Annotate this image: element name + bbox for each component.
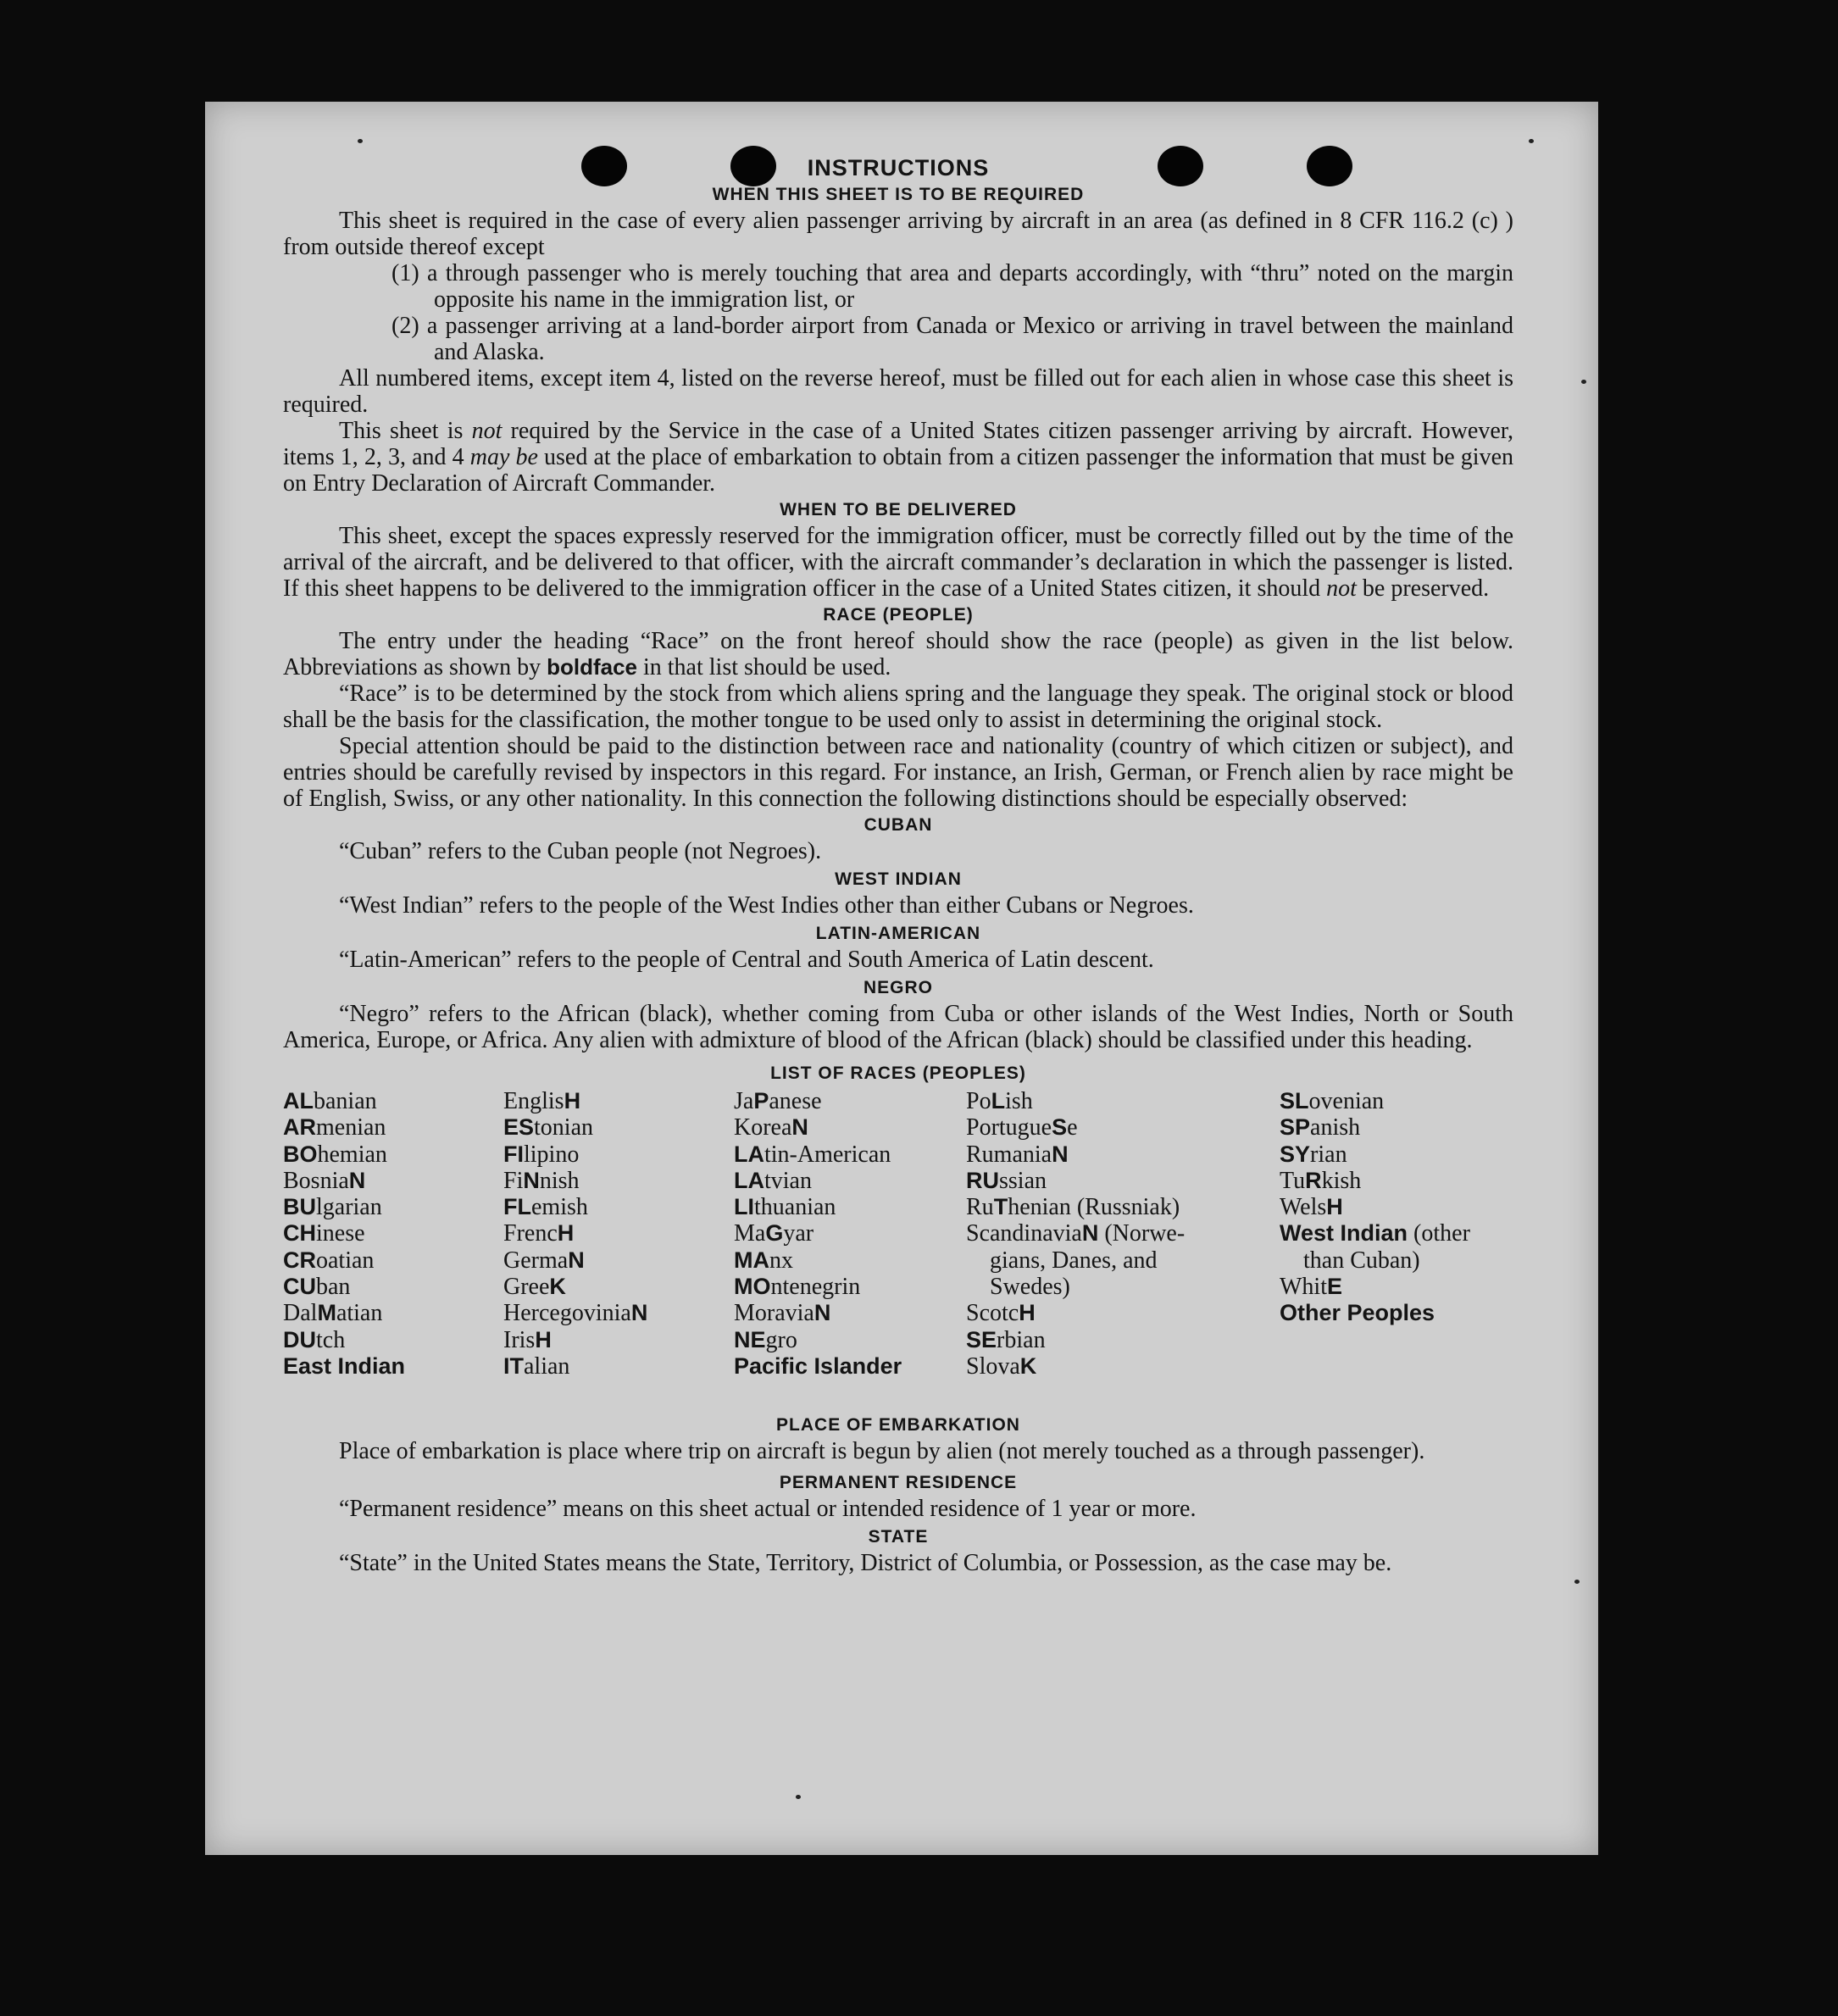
race-entry: MoraviaN bbox=[734, 1300, 831, 1327]
races-column bbox=[1280, 1088, 1513, 1327]
race-entry: MOntenegrin bbox=[734, 1274, 861, 1301]
race-entry: Pacific Islander bbox=[734, 1352, 902, 1379]
heading-when-required: WHEN THIS SHEET IS TO BE REQUIRED bbox=[712, 185, 1085, 204]
dust-speck bbox=[1529, 139, 1534, 143]
race-entry: ScotcH bbox=[966, 1300, 1036, 1327]
race-entry: EStonian bbox=[503, 1114, 594, 1141]
race-entry: KoreaN bbox=[734, 1114, 808, 1141]
race-entry: PortugueSe bbox=[966, 1114, 1078, 1141]
races-column bbox=[503, 1088, 725, 1380]
race-entry: ARmenian bbox=[283, 1114, 386, 1141]
races-column bbox=[734, 1088, 958, 1380]
heading-latin-american: LATIN-AMERICAN bbox=[815, 924, 981, 943]
race-entry: FrencH bbox=[503, 1220, 575, 1247]
race-entry: West Indian (other than Cuban) bbox=[1280, 1220, 1470, 1274]
heading-negro: NEGRO bbox=[863, 978, 933, 997]
race-entry: IrisH bbox=[503, 1326, 552, 1353]
instruction-sheet bbox=[205, 102, 1598, 1855]
race-entry: SlovaK bbox=[966, 1352, 1037, 1380]
race-entry: East Indian bbox=[283, 1352, 406, 1379]
races-column bbox=[283, 1088, 495, 1380]
race-entry: DalMatian bbox=[283, 1300, 383, 1327]
race-entry: SLovenian bbox=[1280, 1088, 1385, 1114]
heading-race: RACE (PEOPLE) bbox=[823, 605, 974, 625]
race-entry: DUtch bbox=[283, 1326, 346, 1353]
paragraph: “Race” is to be determined by the stock from which aliens spring and the language they speak. The original stock or blood shall be the basis for the classification, the mother tongue to be used only to assist in determining the original stock. bbox=[283, 680, 1513, 733]
race-entry: CRoatian bbox=[283, 1247, 375, 1274]
definition-residence: “Permanent residence” means on this sheet actual or intended residence of 1 year or more. bbox=[339, 1496, 1197, 1522]
race-entry: LIthuanian bbox=[734, 1194, 836, 1221]
race-entry: SPanish bbox=[1280, 1114, 1361, 1141]
race-entry: MAnx bbox=[734, 1247, 793, 1274]
instructions-body bbox=[283, 154, 1513, 1576]
list-item: (2) a passenger arriving at a land-border airport from Canada or Mexico or arriving in travel between the mainland and Alaska. bbox=[391, 313, 1513, 365]
heading-when-delivered: WHEN TO BE DELIVERED bbox=[780, 500, 1017, 519]
race-entry: JaPanese bbox=[734, 1088, 822, 1114]
paragraph: This sheet is not required by the Service in the case of a United States citizen passenger arriving by aircraft. However, items 1, 2, 3, and 4 may be used at the place of embarkation to obtain from a citizen passenger the information that must be given on Entry Declaration of Aircraft Commander. bbox=[283, 418, 1514, 497]
race-entry: SErbian bbox=[966, 1326, 1046, 1353]
race-entry: GreeK bbox=[503, 1274, 566, 1301]
race-entry: CUban bbox=[283, 1274, 351, 1301]
race-entry: ScandinaviaN (Norwe-gians, Danes, and Swedes) bbox=[966, 1220, 1186, 1301]
race-entry: SYrian bbox=[1280, 1141, 1347, 1168]
dust-speck bbox=[1581, 380, 1586, 384]
race-entry: BOhemian bbox=[283, 1141, 387, 1168]
race-entry: LAtvian bbox=[734, 1167, 812, 1194]
race-entry: CHinese bbox=[283, 1220, 365, 1247]
definition-state: “State” in the United States means the State, Territory, District of Columbia, or Possession, as the case may be. bbox=[339, 1550, 1392, 1576]
paragraph: All numbered items, except item 4, listed on the reverse hereof, must be filled out for each alien in whose case this sheet is required. bbox=[283, 365, 1513, 418]
paragraph: This sheet, except the spaces expressly reserved for the immigration officer, must be correctly filled out by the time of the arrival of the aircraft, and be delivered to that officer, with the aircraft commander’s declaration in which the passenger is listed. If this sheet happens to be delivered to the immigration officer in the case of a United States citizen, it should not be preserved. bbox=[283, 523, 1513, 602]
heading-state: STATE bbox=[868, 1527, 929, 1547]
race-entry: WhitE bbox=[1280, 1274, 1343, 1301]
list-item: (1) a through passenger who is merely touching that area and departs accordingly, with “thru” noted on the margin opposite his name in the immigration list, or bbox=[391, 260, 1513, 313]
race-entry: FIlipino bbox=[503, 1141, 580, 1168]
races-list bbox=[283, 1088, 1513, 1412]
definition-latin-american: “Latin-American” refers to the people of Central and South America of Latin descent. bbox=[339, 947, 1154, 973]
paragraph: This sheet is required in the case of every alien passenger arriving by aircraft in an area (as defined in 8 CFR 116.2 (c) ) from outside thereof except bbox=[283, 208, 1513, 260]
race-entry: BosniaN bbox=[283, 1167, 366, 1194]
page-title: INSTRUCTIONS bbox=[807, 155, 990, 180]
race-entry: HercegoviniaN bbox=[503, 1300, 648, 1327]
race-entry: NEgro bbox=[734, 1326, 797, 1353]
paragraph: Place of embarkation is place where trip on aircraft is begun by alien (not merely touched as a through passenger). bbox=[339, 1438, 1425, 1464]
race-entry: MaGyar bbox=[734, 1220, 814, 1247]
race-entry: FiNnish bbox=[503, 1167, 580, 1194]
race-entry: RUssian bbox=[966, 1167, 1047, 1194]
race-entry: PoLish bbox=[966, 1088, 1033, 1114]
race-entry: FLemish bbox=[503, 1194, 588, 1221]
paragraph: The entry under the heading “Race” on the front hereof should show the race (people) as given in the list below. Abbreviations as shown by boldface in that list should be used. bbox=[283, 628, 1513, 680]
race-entry: LAtin-American bbox=[734, 1141, 891, 1168]
heading-permanent-residence: PERMANENT RESIDENCE bbox=[779, 1473, 1018, 1492]
race-entry: EnglisH bbox=[503, 1088, 581, 1114]
heading-embarkation: PLACE OF EMBARKATION bbox=[776, 1415, 1020, 1435]
definition-negro: “Negro” refers to the African (black), whether coming from Cuba or other islands of the West Indies, North or South America, Europe, or Africa. Any alien with admixture of blood of the African (black) should be classified under this heading. bbox=[283, 1001, 1513, 1053]
heading-cuban: CUBAN bbox=[863, 815, 933, 835]
definition-west-indian: “West Indian” refers to the people of the West Indies other than either Cubans or Negroes. bbox=[339, 892, 1194, 919]
paragraph: Special attention should be paid to the distinction between race and nationality (country of which citizen or subject), and entries should be carefully revised by inspectors in this regard. For instance, an Irish, German, or French alien by race might be of English, Swiss, or any other nationality. In this connection the following distinctions should be especially observed: bbox=[283, 733, 1513, 812]
race-entry: ALbanian bbox=[283, 1088, 377, 1114]
dust-speck bbox=[796, 1795, 801, 1799]
race-entry: RumaniaN bbox=[966, 1141, 1069, 1168]
race-entry: ITalian bbox=[503, 1352, 570, 1380]
definition-cuban: “Cuban” refers to the Cuban people (not Negroes). bbox=[339, 838, 822, 864]
race-entry: GermaN bbox=[503, 1247, 585, 1274]
heading-list-of-races: LIST OF RACES (PEOPLES) bbox=[770, 1064, 1026, 1083]
dust-speck bbox=[1574, 1580, 1580, 1584]
race-entry: WelsH bbox=[1280, 1194, 1343, 1221]
race-entry: RuThenian (Russniak) bbox=[966, 1194, 1180, 1221]
race-entry: Other Peoples bbox=[1280, 1300, 1435, 1326]
heading-west-indian: WEST INDIAN bbox=[835, 869, 962, 889]
races-column bbox=[966, 1088, 1229, 1380]
race-entry: BUlgarian bbox=[283, 1194, 382, 1221]
race-entry: TuRkish bbox=[1280, 1167, 1362, 1194]
dust-speck bbox=[358, 139, 363, 143]
